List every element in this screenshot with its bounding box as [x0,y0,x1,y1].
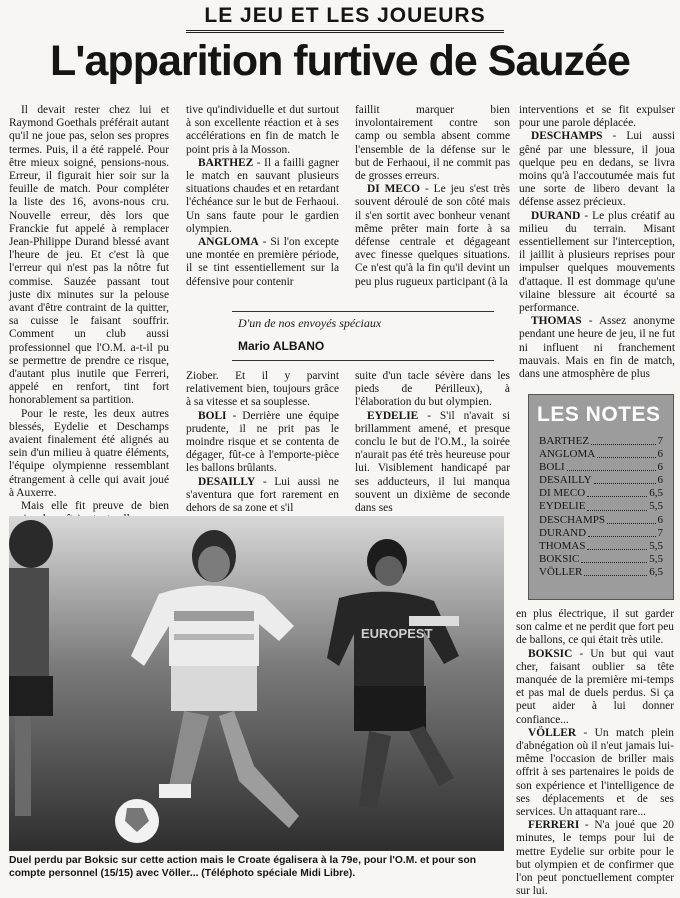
player-name: BOKSIC [528,647,573,660]
note-player-name: VÖLLER [539,565,583,578]
byline [232,311,494,361]
player-name: ANGLOMA [198,236,259,249]
player-name: BARTHEZ [198,156,254,169]
dot-leader [567,461,656,471]
notes-list [539,435,663,579]
player-paragraph: ANGLOMA - Si l'on excepte une montée en première période, il se tint essentiellement sur la défensive pour contenir [186,236,339,288]
note-row [539,527,663,540]
player-paragraph: THOMAS - Assez anonyme pendant une heure de jeu, il ne fut ni influent ni franchement mauvais. Mais en fin de match, dans une atmosphère de plus [519,315,675,381]
paragraph: Ziober. Et il y parvint relativement bien, toujours grâce à sa vitesse et sa souplesse. [186,370,339,409]
note-row [539,553,663,566]
dot-leader [588,527,655,537]
dot-leader [584,566,647,576]
column-4 [519,104,675,390]
note-value: 5,5 [649,539,663,552]
note-value: 6 [657,513,663,526]
note-player-name: DESAILLY [539,474,592,487]
paragraph: faillit marquer bien involontairement contre son camp ou sembla absent comme l'ensemble de la défense sur le but de Ferhaoui, il ne commit pas de grosses erreurs. [355,104,510,183]
player-name: VÖLLER [528,726,577,739]
player-paragraph: FERRERI - N'a joué que 20 minutes, le temps pour lui de mettre Eydelie sur orbite pour le but olympien et de confirmer que l'on peut ponctuellement compter sur lui. [516,819,674,898]
note-value: 6 [657,474,663,487]
player-name: BOLI [198,409,227,422]
photo-caption: Duel perdu par Boksic sur cette action mais le Croate égalisera à la 79e, pour l'O.M. et pour son compte personnel (15/15) avec Völler... (Téléphoto spéciale Midi Libre). [9,855,477,879]
note-row [539,461,663,474]
column-2-bottom [186,370,339,515]
player-name: FERRERI [528,819,580,832]
note-row [539,540,663,553]
paragraph: en plus électrique, il sut garder son calme et ne perdit que fort peu de ballons, ce qui était très utile. [516,608,674,647]
dot-leader [587,500,647,510]
player-name: DESCHAMPS [531,130,603,143]
notes-title: LES NOTES [537,403,661,426]
note-player-name: EYDELIE [539,500,586,513]
paragraph: Pour le reste, les deux autres blessés, Eydelie et Deschamps avaient finalement été alignés au sein d'un milieu à quatre éléments, l'équipe olympienne ressemblant étrangement à celle qui avait joué à Auxerre. [9,407,169,499]
player-paragraph: DI MECO - Le jeu s'est très souvent déroulé de son côté mais il s'en sortit avec bonheur venant même prêter main forte à sa défense centrale et dégageant avec finesse quelques situations. Ce n'est qu'à la fin qu'il devint un peu plus rugueux participant (à la [355,183,510,288]
dot-leader [581,553,647,563]
note-player-name: BARTHEZ [539,435,590,447]
note-player-name: THOMAS [539,539,586,552]
player-paragraph: EYDELIE - S'il n'avait si brillamment amené, et presque conclu le but de l'O.M., la soirée n'aurait pas été très heureuse pour lui. Visiblement handicapé par ses adducteurs, il lui manqua souvent un dixième de seconde dans ses [355,409,510,515]
headline: L'apparition furtive de Sauzée [50,37,630,85]
note-player-name: DI MECO [539,487,586,500]
byline-envoy: D'un de nos envoyés spéciaux [238,316,382,330]
note-value: 5,5 [649,552,663,565]
notes-box [528,394,674,600]
note-player-name: DURAND [539,526,587,539]
paragraph: suite d'un tacle sévère dans les pieds de Périlleux), à l'élaboration du but olympien. [355,370,510,409]
photo-illustration [9,516,504,851]
dot-leader [591,435,655,445]
note-value: 6 [657,448,663,461]
player-paragraph: DESCHAMPS - Lui aussi gêné par une blessure, il joua quelque peu en dedans, se livra moins qu'à l'accoutumée mais fut une sorte de libero devant la défense assez précieux. [519,130,675,209]
note-value: 6,5 [649,487,663,500]
player-paragraph: VÖLLER - Un match plein d'abnégation où il n'eut jamais lui-même l'occasion de briller mais offrit à ses partenaires le poids de son expérience et l'intelligence de ses déplacements et de ses services. Un attaquant rare... [516,726,674,819]
paragraph: interventions et se fit expulser pour une parole déplacée. [519,104,675,130]
football-ball [115,799,159,843]
player-paragraph: BOLI - Derrière une équipe prudente, il ne prit pas le moindre risque et se contenta de dégager, fût-ce à l'emporte-pièce les ballons brûlants. [186,409,339,475]
byline-author: Mario ALBANO [238,339,325,353]
player-name: THOMAS [531,315,582,328]
note-player-name: ANGLOMA [539,448,596,461]
player-name: DURAND [531,209,581,222]
note-row [539,435,663,448]
dot-leader [587,487,647,497]
note-value: 7 [657,526,663,539]
jersey-sponsor-text: EUROPEST [361,626,433,641]
player-name: DESAILLY [198,475,256,488]
player-paragraph: BOKSIC - Un but qui vaut cher, faisant oublier sa tête manquée de la première mi-temps et pas mal de duels perdus. Si ça peut aider à lui donner confiance... [516,647,674,726]
column-3-bottom [355,370,510,515]
player-paragraph: DURAND - Le plus créatif au milieu du terrain. Misant essentiellement sur l'interception, il jaillit à plusieurs reprises pour impulser quelques mouvements d'attaque. Il est dommage qu'une vilaine blessure ait écourté sa performance. [519,209,675,315]
dot-leader [597,448,655,458]
note-value: 6 [657,461,663,474]
dot-leader [607,514,655,524]
note-value: 6,5 [649,565,663,578]
note-row [539,514,663,527]
column-4-bottom [516,608,674,898]
note-value: 5,5 [649,500,663,513]
match-photo [9,516,504,851]
player-name: EYDELIE [367,409,419,422]
paragraph: Il devait rester chez lui et Raymond Goethals préférait autant qu'il ne joue pas, selon ses propres termes. Puis, il a été rappelé. Pour être mieux soigné, pensions-nous. Erreur, il figurait hier soir sur la feuille de match. Pour compléter la liste des 16, avons-nous cru. Nouvelle erreur, dès lors que Franckie fut appelé à remplacer Jean-Philippe Durand blessé avant l'heure de jeu. Et c'est là que l'erreur qui n'est pas la nôtre fut commise. Sauzée passant tout juste dix minutes sur la pelouse avant d'être contraint de la quitter, sa cuisse le faisant souffrir. Comment un club aussi professionnel que l'O.M. a-t-il pu se permettre de prendre ce risque, d'autant plus inutile que Ferreri, appelé en renfort, tint fort honorablement sa partition. [9,104,169,407]
player-paragraph: DESAILLY - Lui aussi ne s'aventura que fort rarement en dehors de sa zone et s'il [186,475,339,515]
note-player-name: BOLI [539,461,565,474]
column-2-top [186,104,339,304]
column-1 [9,104,169,514]
note-row [539,474,663,487]
paragraph: Mais elle fit preuve de bien [21,500,169,513]
note-row [539,500,663,513]
note-value: 7 [657,435,663,447]
note-row [539,448,663,461]
dot-leader [594,474,656,484]
paragraph: tive qu'individuelle et dut surtout à son excellente réaction et à ses accélérations en fin de match le point pris à la Mosson. [186,104,339,156]
column-3-top [355,104,510,304]
player-paragraph: BARTHEZ - Il a failli gagner le match en sauvant plusieurs situations chaudes et en retardant l'échéance sur le but de Ferhaoui. Un sans faute pour le gardien olympien. [186,156,339,235]
note-player-name: DESCHAMPS [539,513,606,526]
note-row [539,566,663,579]
player-name: DI MECO [367,183,421,196]
dot-leader [587,540,647,550]
section-kicker: LE JEU ET LES JOUEURS [186,4,504,33]
note-player-name: BOKSIC [539,552,580,565]
note-row [539,487,663,500]
